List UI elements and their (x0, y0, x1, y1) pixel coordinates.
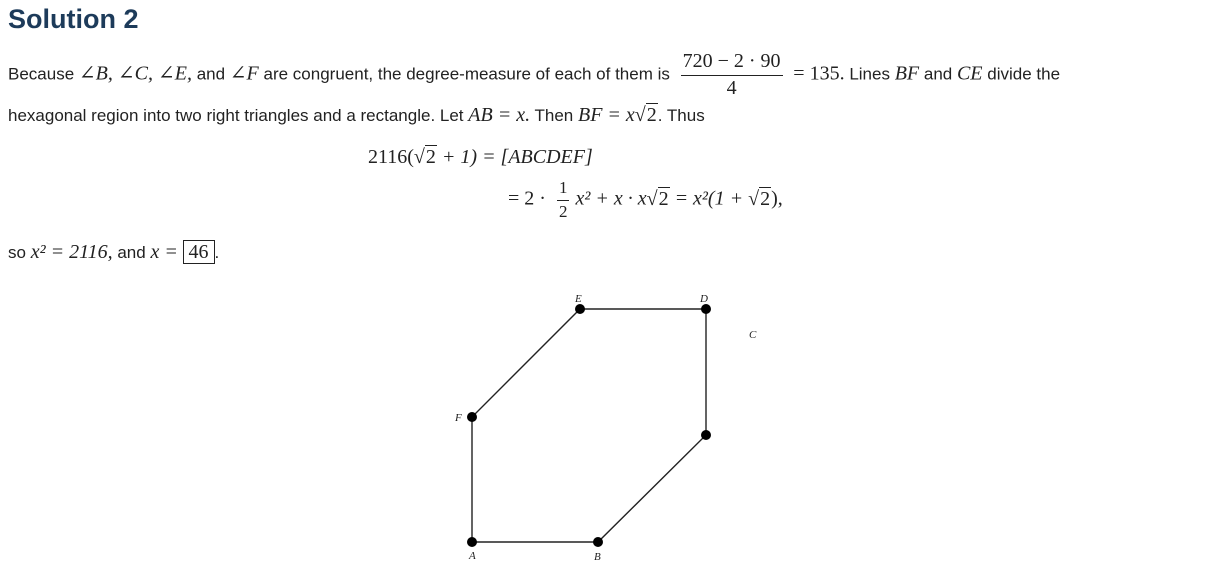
half-denominator: 2 (558, 202, 568, 221)
so-text: so (8, 243, 26, 262)
sqrt-two: √2 (634, 104, 657, 126)
period: . (214, 243, 220, 262)
segment-ce: CE (956, 62, 983, 85)
x-squared-eq: x² = 2116, (30, 241, 113, 263)
eq2-sqrt2-radicand: 2 (760, 187, 771, 210)
sqrt-radicand: 2 (646, 104, 657, 126)
eq2-sqrt: √2 (646, 187, 669, 210)
because-text: Because (8, 64, 75, 84)
hexagon-outline (472, 309, 706, 542)
vertex-b (593, 537, 603, 547)
eq2-eq: = x²(1 + (669, 187, 749, 210)
eq2-mid: x² + x · x (575, 187, 647, 210)
half-numerator: 1 (557, 178, 570, 201)
eq1-sqrt-radicand: 2 (425, 146, 436, 168)
angles-bce: ∠B, ∠C, ∠E, (78, 62, 192, 85)
x-equals: x = (150, 241, 178, 263)
vertex-f (467, 412, 477, 422)
eq1-post: + 1) = [ABCDEF] (436, 146, 593, 168)
eq2-pre: = 2 · (508, 187, 546, 210)
vertex-c (701, 430, 711, 440)
eq2-sqrt-radicand: 2 (658, 187, 669, 210)
eq1-pre: 2116( (368, 146, 414, 168)
angle-f: ∠F (229, 62, 259, 85)
answer-box: 46 (183, 240, 215, 264)
label-f: F (455, 412, 462, 424)
label-b: B (594, 551, 601, 563)
eq2-sqrt-2: √2 (748, 187, 771, 210)
bf-equals: BF = x (577, 104, 635, 126)
fraction-denominator: 4 (726, 77, 737, 99)
and-text-3: and (117, 243, 146, 262)
segment-bf: BF (894, 62, 920, 85)
lines-text: Lines (849, 64, 890, 84)
solution-heading: Solution 2 (8, 4, 139, 34)
label-d: D (700, 293, 708, 305)
fraction-numerator: 720 − 2 · 90 (681, 50, 783, 76)
eq1-sqrt: √2 (413, 146, 436, 168)
eq2-end: ), (771, 187, 783, 210)
vertex-e (575, 304, 585, 314)
hexagon-text: hexagonal region into two right triangles and a rectangle. Let (8, 106, 464, 125)
and-text: and (196, 64, 226, 84)
label-a: A (469, 550, 476, 562)
congruent-text: are congruent, the degree-measure of each of them is (263, 64, 670, 84)
result-135: = 135. (793, 62, 845, 85)
vertex-d (701, 304, 711, 314)
ab-equals-x: AB = x. (468, 104, 531, 126)
divide-text: divide the (987, 64, 1061, 84)
and-text-2: and (923, 64, 953, 84)
vertex-a (467, 537, 477, 547)
thus-text: . Thus (657, 106, 705, 125)
label-c: C (749, 329, 757, 341)
label-e: E (575, 293, 582, 305)
then-text: Then (534, 106, 574, 125)
